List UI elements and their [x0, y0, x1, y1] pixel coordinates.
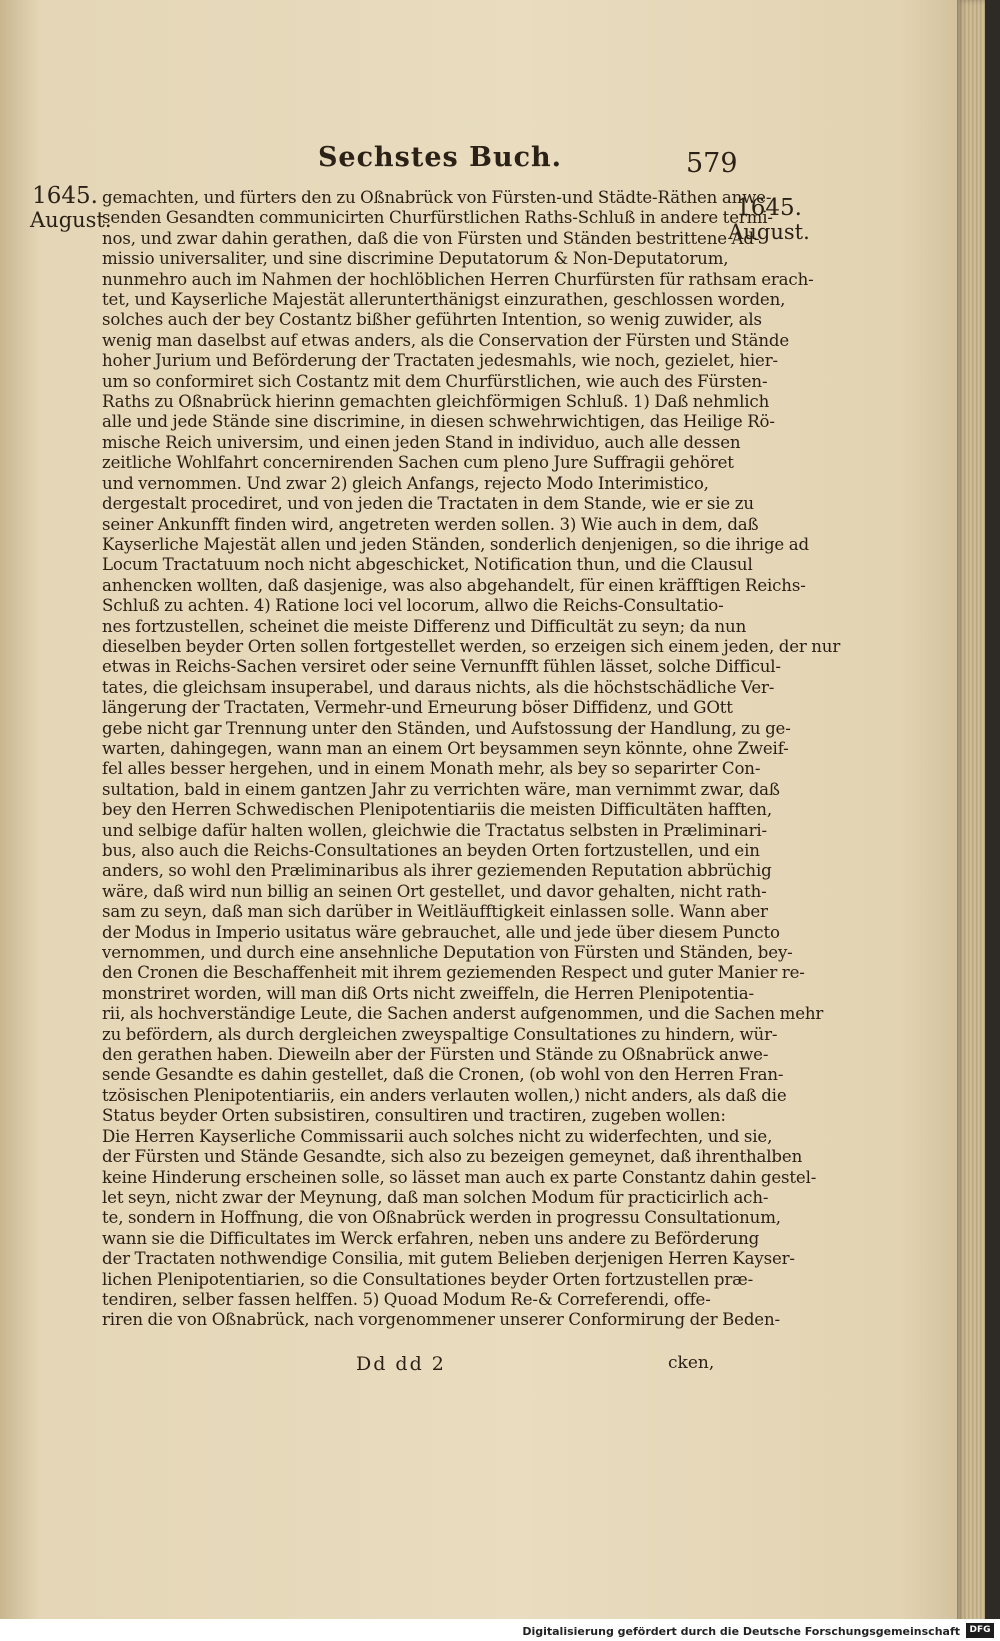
text-line: und selbige dafür halten wollen, gleichwie die Tractatus selbsten in Præliminari-	[102, 820, 768, 840]
text-line: alle und jede Stände sine discrimine, in diesen schwehrwichtigen, das Heilige Rö-	[102, 412, 775, 432]
text-line: seiner Ankunfft finden wird, angetreten werden sollen. 3) Wie auch in dem, daß	[102, 514, 759, 534]
page-number: 579	[686, 148, 738, 179]
text-line: warten, dahingegen, wann man an einem Ort beysammen seyn könnte, ohne Zweif-	[102, 738, 789, 758]
text-line: solches auch der bey Costantz bißher geführten Intention, so wenig zuwider, als	[102, 310, 762, 330]
text-line: monstriret worden, will man diß Orts nicht zweiffeln, die Herren Plenipotentia-	[102, 983, 754, 1003]
dfg-logo: DFG	[966, 1623, 994, 1638]
text-line: den gerathen haben. Dieweiln aber der Fürsten und Stände zu Oßnabrück anwe-	[102, 1045, 769, 1065]
text-line: hoher Jurium und Beförderung der Tractaten jedesmahls, wie noch, gezielet, hier-	[102, 351, 778, 371]
text-line: den Cronen die Beschaffenheit mit ihrem geziemenden Respect und guter Manier re-	[102, 963, 805, 983]
signature-mark: Dd dd 2	[356, 1353, 446, 1375]
text-line: dergestalt procediret, und von jeden die Tractaten in dem Stande, wie er sie zu	[102, 494, 754, 514]
text-line: längerung der Tractaten, Vermehr-und Erneurung böser Diffidenz, und GOtt	[102, 698, 733, 718]
text-line: tzösischen Plenipotentiariis, ein anders verlauten wollen,) nicht anders, als daß die	[102, 1085, 787, 1105]
text-line: anhencken wollten, daß dasjenige, was also abgehandelt, für einen kräfftigen Reichs-	[102, 575, 806, 595]
text-line: der Fürsten und Stände Gesandte, sich also zu bezeigen gemeynet, daß ihrenthalben	[102, 1147, 803, 1167]
text-line: Raths zu Oßnabrück hierinn gemachten gleichförmigen Schluß. 1) Daß nehmlich	[102, 392, 770, 412]
digitization-footer	[0, 1619, 1000, 1641]
running-title: Sechstes Buch.	[317, 142, 563, 173]
text-line: nos, und zwar dahin gerathen, daß die von Fürsten und Ständen bestrittene Ad-	[102, 228, 760, 248]
text-line: Schluß zu achten. 4) Ratione loci vel locorum, allwo die Reichs-Consultatio-	[102, 596, 724, 616]
text-line: sam zu seyn, daß man sich darüber in Weitläufftigkeit einlassen solle. Wann aber	[102, 902, 768, 922]
text-line: vernommen, und durch eine ansehnliche Deputation von Fürsten und Ständen, bey-	[102, 943, 793, 963]
text-line: etwas in Reichs-Sachen versiret oder seine Vernunfft fühlen lässet, solche Difficul-	[102, 657, 781, 677]
text-line: nunmehro auch im Nahmen der hochlöblichen Herren Churfürsten für rathsam erach-	[102, 269, 814, 289]
text-line: wäre, daß wird nun billig an seinen Ort gestellet, und davor gehalten, nicht rath-	[102, 881, 767, 901]
text-line: missio universaliter, und sine discrimine Deputatorum & Non-Deputatorum,	[102, 249, 729, 269]
text-line: dieselben beyder Orten sollen fortgestellet werden, so erzeigen sich einem jeden, der nur	[102, 636, 841, 656]
text-line: nes fortzustellen, scheinet die meiste Differenz und Difficultät zu seyn; da nun	[102, 616, 747, 636]
text-line: riren die von Oßnabrück, nach vorgenommener unserer Conformirung der Beden-	[102, 1310, 780, 1330]
text-line: tendiren, selber fassen helffen. 5) Quoad Modum Re-& Correferendi, offe-	[102, 1289, 711, 1309]
text-line: te, sondern in Hoffnung, die von Oßnabrück werden in progressu Consultationum,	[102, 1208, 781, 1228]
text-line: gebe nicht gar Trennung unter den Ständen, und Aufstossung der Handlung, zu ge-	[102, 718, 791, 738]
text-line: sende Gesandte es dahin gestellet, daß die Cronen, (ob wohl von den Herren Fran-	[102, 1065, 784, 1085]
text-line: rii, als hochverständige Leute, die Sachen anderst aufgenommen, und die Sachen mehr	[102, 1004, 824, 1024]
text-line: bey den Herren Schwedischen Plenipotentiariis die meisten Difficultäten hafften,	[102, 800, 772, 820]
text-line: lichen Plenipotentiarien, so die Consultationes beyder Orten fortzustellen præ-	[102, 1269, 754, 1289]
text-line: der Tractaten nothwendige Consilia, mit gutem Belieben derjenigen Herren Kayser-	[102, 1249, 795, 1269]
margin-month-right: August.	[728, 220, 810, 244]
text-line: sultation, bald in einem gantzen Jahr zu verrichten wäre, man vernimmt zwar, daß	[102, 779, 780, 799]
text-line: anders, so wohl den Præliminaribus als ihrer geziemenden Reputation abbrüchig	[102, 861, 772, 881]
margin-month-left: August.	[30, 208, 112, 232]
text-line: zeitliche Wohlfahrt concernirenden Sachen cum pleno Jure Suffragii gehöret	[102, 453, 734, 473]
text-line: und vernommen. Und zwar 2) gleich Anfangs, rejecto Modo Interimistico,	[102, 473, 709, 493]
text-line: Status beyder Orten subsistiren, consultiren und tractiren, zugeben wollen:	[102, 1106, 726, 1126]
text-line: let seyn, nicht zwar der Meynung, daß man solchen Modum für practicirlich ach-	[102, 1187, 769, 1207]
catchword: cken,	[668, 1353, 715, 1373]
text-line: Kayserliche Majestät allen und jeden Ständen, sonderlich denjenigen, so die ihrige ad	[102, 534, 809, 554]
text-line: tates, die gleichsam insuperabel, und daraus nichts, als die höchstschädliche Ver-	[102, 677, 775, 697]
text-line: fel alles besser hergehen, und in einem Monath mehr, als bey so separirter Con-	[102, 759, 761, 779]
text-line: zu befördern, als durch dergleichen zweyspaltige Consultationes zu hindern, wür-	[102, 1024, 778, 1044]
text-line: senden Gesandten communicirten Churfürstlichen Raths-Schluß in andere termi-	[102, 208, 773, 228]
margin-note-left	[30, 183, 112, 232]
text-line: bus, also auch die Reichs-Consultationes an beyden Orten fortzustellen, und ein	[102, 841, 760, 860]
text-line: um so conformiret sich Costantz mit dem Churfürstlichen, wie auch des Fürsten-	[102, 371, 768, 391]
text-line: wann sie die Difficultates im Werck erfahren, neben uns andere zu Beförderung	[102, 1228, 760, 1248]
text-line: keine Hinderung erscheinen solle, so lässet man auch ex parte Constantz dahin gestel-	[102, 1167, 817, 1187]
digitization-credit: Digitalisierung gefördert durch die Deutsche Forschungsgemeinschaft	[522, 1625, 960, 1638]
text-line: Locum Tractatuum noch nicht abgeschicket, Notification thun, und die Clausul	[102, 555, 753, 575]
margin-year-left: 1645.	[32, 183, 98, 209]
text-line: wenig man daselbst auf etwas anders, als die Conservation der Fürsten und Stände	[102, 330, 790, 350]
page-fore-edge	[957, 0, 985, 1641]
text-line: der Modus in Imperio usitatus wäre gebrauchet, alle und jede über diesem Puncto	[102, 922, 780, 942]
text-line: Die Herren Kayserliche Commissarii auch solches nicht zu widerfechten, und sie,	[102, 1126, 773, 1146]
text-line: mische Reich universim, und einen jeden Stand in individuo, auch alle dessen	[102, 432, 741, 452]
text-line: gemachten, und fürters den zu Oßnabrück von Fürsten-und Städte-Räthen anwe-	[102, 188, 772, 207]
margin-year-right: 1645.	[736, 195, 802, 221]
text-line: tet, und Kayserliche Majestät allerunterthänigst einzurathen, geschlossen worden,	[102, 290, 786, 310]
